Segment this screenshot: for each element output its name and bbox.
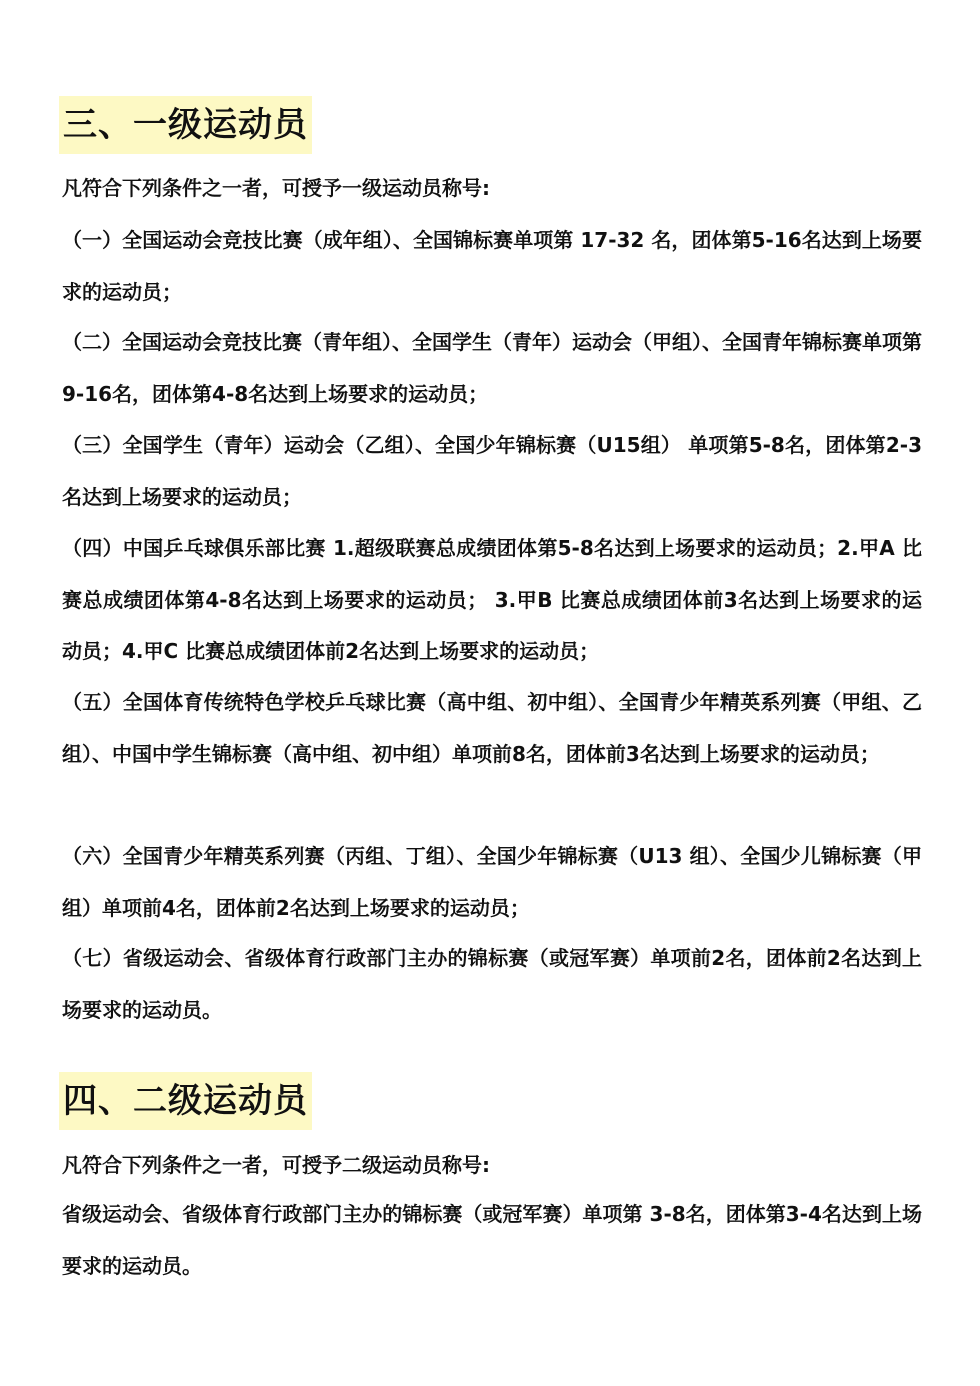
condition-item-7: （七）省级运动会、省级体育行政部门主办的锦标赛（或冠军赛）单项前2名，团体前2名达到上场要求的运动员。: [62, 946, 922, 1022]
condition-item-3: （三）全国学生（青年）运动会（乙组）、全国少年锦标赛（U15组） 单项第5-8名，团体第2-3名达到上场要求的运动员；: [62, 433, 922, 509]
condition-item-1: （一）全国运动会竞技比赛（成年组）、全国锦标赛单项第 17-32 名，团体第5-16名达到上场要求的运动员；: [62, 228, 922, 304]
section-heading-first-class-athlete: 三、一级运动员: [59, 96, 312, 154]
condition-item-2: （二）全国运动会竞技比赛（青年组）、全国学生（青年）运动会（甲组）、全国青年锦标赛单项第9-16名，团体第4-8名达到上场要求的运动员；: [62, 330, 922, 406]
condition-item-5: （五）全国体育传统特色学校乒乓球比赛（高中组、初中组）、全国青少年精英系列赛（甲组、乙组）、中国中学生锦标赛（高中组、初中组）单项前8名，团体前3名达到上场要求的运动员；: [62, 690, 922, 766]
section-heading-second-class-athlete: 四、二级运动员: [59, 1072, 312, 1130]
condition-item-4: （四）中国乒乓球俱乐部比赛 1.超级联赛总成绩团体第5-8名达到上场要求的运动员；2.甲A 比赛总成绩团体第4-8名达到上场要求的运动员； 3.甲B 比赛总成绩团体前3名达到上场要求的运动员；4.甲C 比赛总成绩团体前2名达到上场要求的运动员；: [62, 536, 922, 663]
condition-item-second-class: 省级运动会、省级体育行政部门主办的锦标赛（或冠军赛）单项第 3-8名，团体第3-4名达到上场要求的运动员。: [62, 1202, 922, 1278]
section-intro: 凡符合下列条件之一者，可授予一级运动员称号:: [62, 176, 490, 200]
condition-item-6: （六）全国青少年精英系列赛（丙组、丁组）、全国少年锦标赛（U13 组）、全国少儿锦标赛（甲组）单项前4名，团体前2名达到上场要求的运动员；: [62, 844, 922, 920]
section-intro: 凡符合下列条件之一者，可授予二级运动员称号:: [62, 1153, 490, 1177]
